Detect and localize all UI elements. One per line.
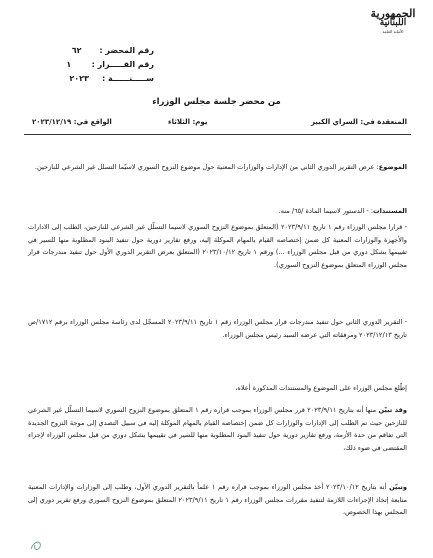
session-day-label: يوم <box>195 118 208 126</box>
decision-number-label: رقم القـــــرار <box>97 60 154 69</box>
documents-label: المستندات <box>373 207 407 215</box>
divider <box>24 134 411 135</box>
minutes-meta <box>44 46 154 88</box>
documents: المستندات: - الدستور لاسيما المادة /٦٥/ منه. <box>278 207 407 215</box>
subject: الموضوع: عرض التقرير الدوري الثاني من الإدارات والوزارات المعنية حول موضوع النزوح السوري لاسيّما التسلل غير الشرعي للنازحين. <box>34 163 407 171</box>
year-value: ٢٠٢٣ <box>69 74 89 83</box>
session-date-label: الواقع في <box>76 118 112 126</box>
documents-item2: - قرارا مجلس الوزراء رقم ١ تاريخ ٢٠٢٣/٩/١١ (المتعلق بموضوع النزوح السوري لاسيما التسلّل غير الشرعي للنازحين، الطلب إلى الادارات والأجهزة والوزارات المعنية كل ضمن إختصاصه القيام بالمهام الموكلة إليه، ورفع تقارير دورية حول تنفيذ البنود المطلوبة منها للسير في تقييمها بشكل دوري من قبل مجلس الوزراء ...) ورقم ١ تاريخ ٢٠٢٣/١٠/١٢ (المتعلق بعرض التقرير الدوري الأول حول تنفيذ مندرجات قرار مجلس الوزراء المتعلق بموضوع النزوح السوري). <box>28 223 407 269</box>
session-venue-label: المنعقدة في <box>363 118 407 126</box>
subject-label: الموضوع <box>378 163 407 171</box>
letterhead <box>367 8 419 34</box>
session-venue: المنعقدة في: السراي الكبير <box>310 118 407 126</box>
minutes-number-value: ٦٢ <box>71 46 82 55</box>
decision-number: رقم القـــــرار : ١ <box>44 60 154 74</box>
finding-1-lead: وقد تبيّن <box>378 406 407 414</box>
subject-text: عرض التقرير الدوري الثاني من الإدارات والوزارات المعنية حول موضوع النزوح السوري لاسيّما التسلل غير الشرعي للنازحين. <box>34 163 375 171</box>
minutes-number-label: رقم المحضر <box>105 46 154 55</box>
finding-1-text: منها أنه بتاريخ ٢٠٢٣/٩/١١ قرر مجلس الوزراء بموجب قراره رقم ١ المتعلق بموضوع النزوح السوري لاسيما التسلّل غير الشرعي للنازحين حيث تم الطلب إلى الإدارات والوزارات كل ضمن إختصاصه القيام بالمهام الموكلة إليه في سبيل التصدي إلى موجة النزوح الجديدة التي تفاقم من حدة الأزمة، ورفع تقارير دورية حول تنفيذ البنود المطلوبة منها للسير في تقييمها بشكل دوري من قبل مجلس الوزراء لإجراء المقتضى في ضوء ذلك، <box>28 406 407 452</box>
decision-number-value: ١ <box>66 60 72 69</box>
minutes-number: رقم المحضر : ٦٢ <box>44 46 154 60</box>
letterhead-line3: الأمانة العامة <box>382 29 404 34</box>
finding-2-lead: وتبيّن <box>389 483 407 491</box>
finding-2-text: أنه بتاريخ ٢٠٢٣/١٠/١٢ أخذ مجلس الوزراء بموجب قراره رقم ١ علماً بالتقرير الدوري الأول، وطلب إلى الوزارات والإدارات المعنية متابعة إتخاذ الإجراءات اللازمة لتنفيذ مقررات مجلس الوزراء رقم ١ تاريخ ٢٠٢٣/٩/١١ المتعلق بموضوع النزوح السوري ورفع تقرير دوري إلى المجلس بهذا الخصوص، <box>28 483 407 517</box>
session-venue-value: السراي الكبير <box>310 118 358 126</box>
finding-1 <box>28 404 407 454</box>
finding-2 <box>28 481 407 519</box>
handwritten-mark <box>28 538 46 552</box>
year-label: ســـــنــــــة <box>107 74 154 83</box>
session-date-value: ٢٠٢٣/١٢/١٩ <box>32 118 72 126</box>
letterhead-line2: اللبنانية <box>379 18 407 28</box>
documents-item3-text: التقرير الدوري الثاني حول تنفيذ مندرجات قرار مجلس الوزراء رقم ١ تاريخ ٢٠٢٣/٩/١١ المسجّل لدى رئاسة مجلس الوزراء برقم ١٧١٢/ص تاريخ ٢٠٢٣/١٢/١٣ ومرفقاته التي عرضه السيد رئيس مجلس الوزراء. <box>28 318 407 339</box>
page-title: من محضر جلسة مجلس الوزراء <box>152 97 281 107</box>
session-date: الواقع في: ٢٠٢٣/١٢/١٩ <box>32 118 112 126</box>
documents-item3: - التقرير الدوري الثاني حول تنفيذ مندرجات قرار مجلس الوزراء رقم ١ تاريخ ٢٠٢٣/٩/١١ المسجّل لدى رئاسة مجلس الوزراء برقم ١٧١٢/ص تاريخ ٢٠٢٣/١٢/١٣ ومرفقاته التي عرضه السيد رئيس مجلس الوزراء. <box>28 318 407 339</box>
session-day-value: الثلاثاء <box>168 118 191 126</box>
year: ســـــنــــــة : ٢٠٢٣ <box>44 74 154 88</box>
documents-item1: الدستور لاسيما المادة /٦٥/ منه. <box>278 207 365 215</box>
letterhead-line1: الجمهورية <box>370 7 416 20</box>
documents-item2-text: قرارا مجلس الوزراء رقم ١ تاريخ ٢٠٢٣/٩/١١ (المتعلق بموضوع النزوح السوري لاسيما التسلّل غير الشرعي للنازحين، الطلب إلى الادارات والأجهزة والوزارات المعنية كل ضمن إختصاصه القيام بالمهام الموكلة إليه، ورفع تقارير دورية حول تنفيذ البنود المطلوبة منها للسير في تقييمها بشكل دوري من قبل مجلس الوزراء ...) ورقم ١ تاريخ ٢٠٢٣/١٠/١٢ (المتعلق بعرض التقرير الدوري الأول حول تنفيذ مندرجات قرار مجلس الوزراء المتعلق بموضوع النزوح السوري). <box>28 223 407 269</box>
session-day: يوم: الثلاثاء <box>168 118 208 126</box>
review-statement: إطّلع مجلس الوزراء على الموضوع والمستندات المذكورة أعلاه، <box>235 384 407 392</box>
